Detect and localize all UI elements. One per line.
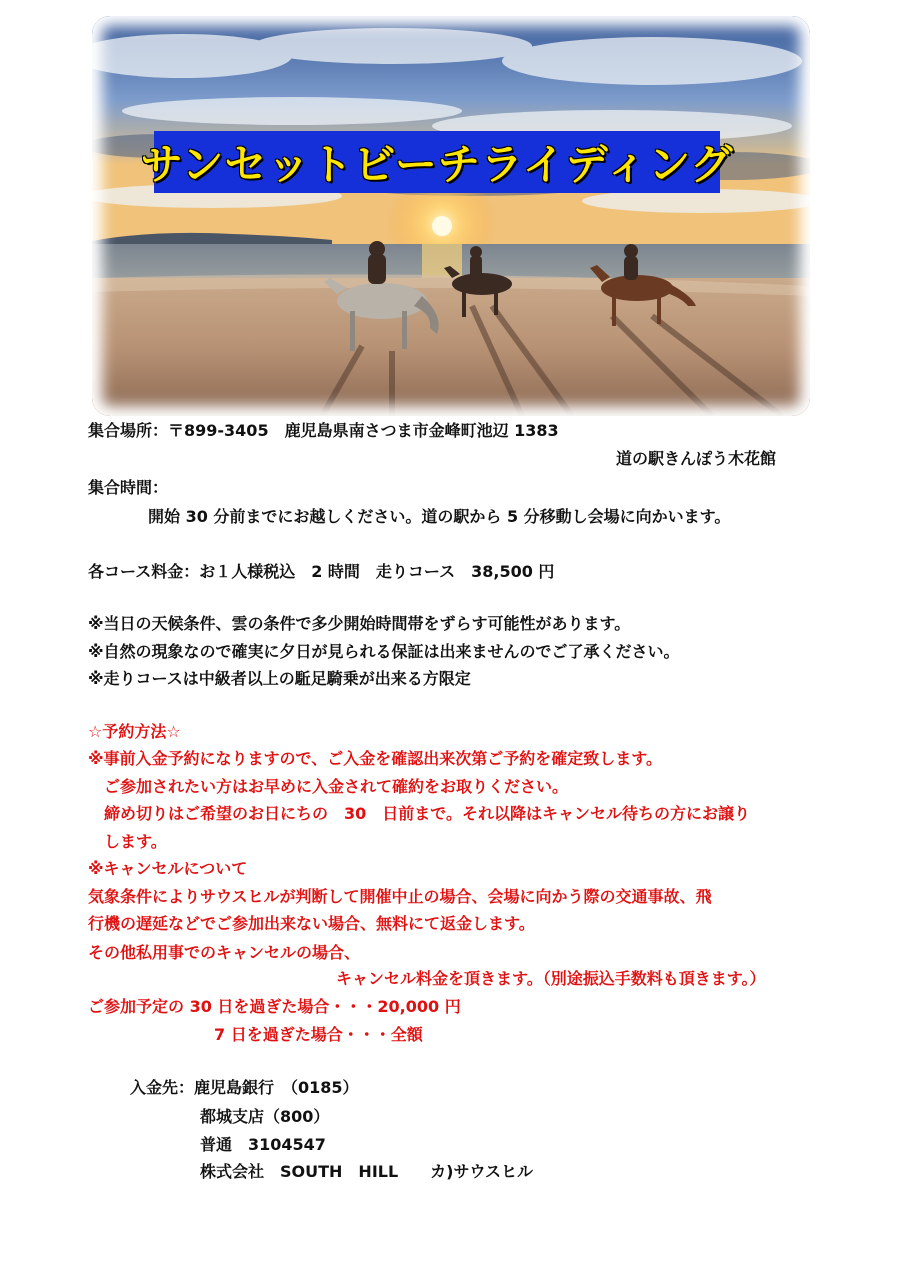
page-title: サンセットビーチライディング — [140, 140, 734, 189]
meeting-time-label: 集合時間： — [88, 478, 169, 497]
reservation-heading: ☆予約方法☆ — [88, 722, 181, 741]
reservation-line: ※事前入金予約になりますので、ご入金を確認出来次第ご予約を確定致します。 — [88, 749, 662, 768]
meeting-place-line: 集合場所：〒899-3405 鹿児島県南さつま市金峰町池辺 1383 — [88, 421, 559, 440]
hero-photo — [92, 16, 810, 416]
payment-account: 普通 3104547 — [200, 1135, 326, 1154]
cancel-fee-30days: ご参加予定の 30 日を過ぎた場合・・・20,000 円 — [88, 997, 461, 1016]
reservation-line: 締め切りはご希望のお日にちの 30 日前まで。それ以降はキャンセル待ちの方にお譲り — [104, 804, 750, 823]
title-banner — [140, 131, 734, 193]
payment-branch: 都城支店（800） — [200, 1107, 330, 1126]
meeting-time-detail: 開始 30 分前までにお越しください。道の駅から 5 分移動し会場に向かいます。 — [148, 507, 731, 526]
cancel-line: 行機の遅延などでご参加出来ない場合、無料にて返金します。 — [88, 914, 535, 933]
cancel-line: その他私用事でのキャンセルの場合、 — [88, 943, 361, 962]
cancel-line: 気象条件によりサウスヒルが判断して開催中止の場合、会場に向かう際の交通事故、飛 — [88, 887, 712, 906]
payment-holder: 株式会社 SOUTH HILL カ)サウスヒル — [200, 1162, 533, 1181]
note-item: ※自然の現象なので確実に夕日が見られる保証は出来ませんのでご了承ください。 — [88, 642, 680, 661]
note-item: ※当日の天候条件、雲の条件で多少開始時間帯をずらす可能性があります。 — [88, 614, 631, 633]
note-item: ※走りコースは中級者以上の駈足騎乗が出来る方限定 — [88, 669, 471, 688]
payment-bank: 入金先：鹿児島銀行 （0185） — [130, 1078, 359, 1097]
reservation-line: ご参加されたい方はお早めに入金されて確約をお取りください。 — [104, 777, 569, 796]
sunset-beach-riding-photo — [92, 16, 810, 416]
meeting-place-venue: 道の駅きんぽう木花館 — [616, 449, 777, 468]
cancel-line: キャンセル料金を頂きます。（別途振込手数料も頂きます。） — [336, 969, 766, 988]
cancel-fee-7days: 7 日を過ぎた場合・・・全額 — [214, 1025, 423, 1044]
course-fee: 各コース料金：お１人様税込 2 時間 走りコース 38,500 円 — [88, 562, 555, 581]
reservation-line: します。 — [104, 832, 167, 851]
cancel-heading: ※キャンセルについて — [88, 859, 248, 878]
